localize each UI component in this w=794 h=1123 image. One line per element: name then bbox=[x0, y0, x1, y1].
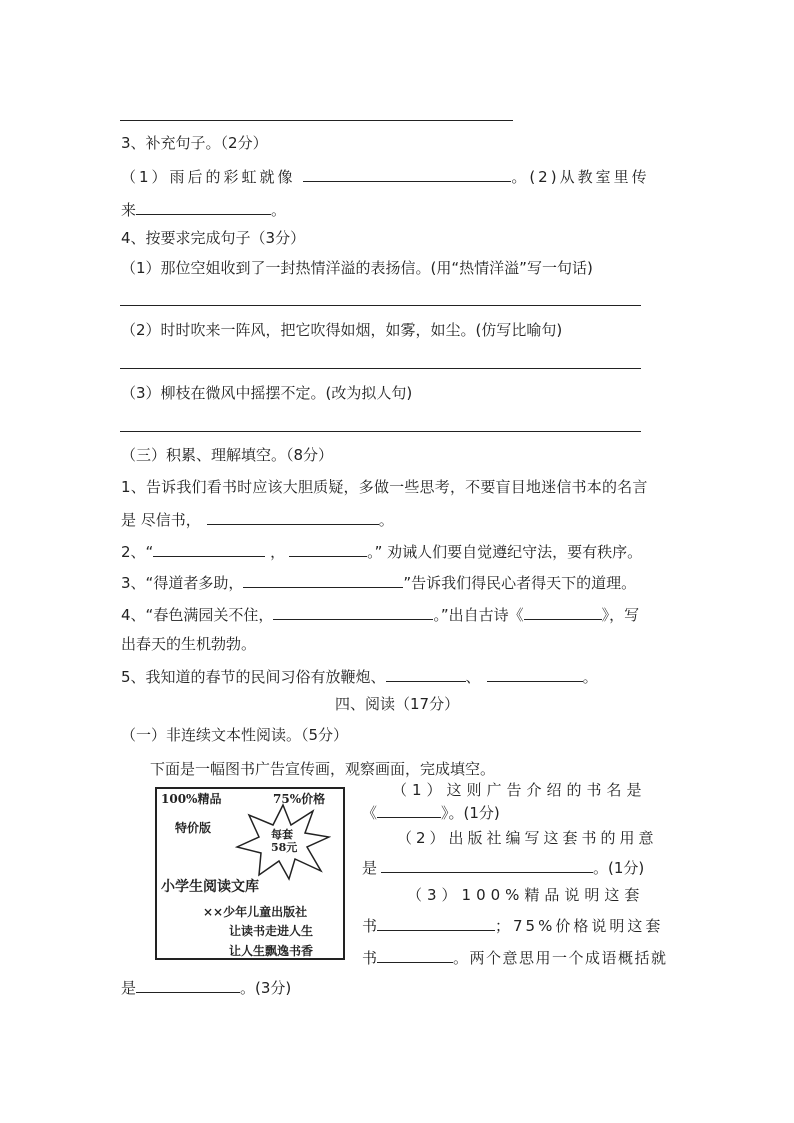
s3-i5-b: 、 bbox=[465, 668, 481, 686]
ad-star-line1: 每套 bbox=[271, 828, 293, 841]
s3-i2-a: 2、“ bbox=[121, 543, 154, 561]
blank-item2-a[interactable] bbox=[153, 540, 265, 557]
ad-star-line2: 58元 bbox=[271, 841, 298, 854]
section4-intro: 下面是一幅图书广告宣传画，观察画面，完成填空。 bbox=[150, 760, 496, 778]
q4-s2: （2）时时吹来一阵风，把它吹得如烟，如雾，如尘。(仿写比喻句) bbox=[121, 321, 563, 339]
s3-i2-c: 。” 劝诫人们要自觉遵纪守法，要有秩序。 bbox=[367, 543, 643, 561]
s3-i4-c: 》，写 bbox=[601, 606, 640, 624]
s3-item1-line2 bbox=[121, 508, 394, 530]
ad-slogan2: 让人生飘逸书香 bbox=[229, 944, 314, 958]
s4-q3-c: ；75%价格说明这套 bbox=[495, 917, 664, 935]
ad-book-name: 小学生阅读文库 bbox=[161, 879, 259, 895]
s4-q2-c: 。(1分) bbox=[593, 859, 645, 877]
section4-sub1: （一）非连续文本性阅读。（5分） bbox=[121, 726, 349, 744]
s4-q2-line1: （2）出版社编写这套书的用意 bbox=[397, 829, 658, 847]
s4-q1-c: 》。(1分) bbox=[441, 804, 500, 822]
s3-i5-c: 。 bbox=[582, 668, 598, 686]
section4-title: 四、阅读（17分） bbox=[335, 695, 460, 713]
answer-line-q4-s2[interactable] bbox=[120, 368, 641, 369]
s3-i1-b: 是 尽信书， bbox=[121, 511, 201, 529]
q3-p1-c: 来 bbox=[121, 201, 137, 219]
q4-title: 4、按要求完成句子（3分） bbox=[121, 229, 306, 247]
answer-line-top bbox=[120, 120, 513, 121]
blank-item4-poem[interactable] bbox=[524, 603, 602, 620]
ad-quality: 100%精品 bbox=[161, 792, 222, 806]
blank-item5-a[interactable] bbox=[386, 665, 466, 682]
blank-quality-meaning[interactable] bbox=[377, 914, 495, 931]
q3-title: 3、补充句子。（2分） bbox=[121, 134, 268, 152]
s4-q2-b: 是 bbox=[362, 859, 378, 877]
blank-purpose[interactable] bbox=[381, 856, 593, 873]
blank-jinxinshu[interactable] bbox=[207, 508, 379, 525]
s3-item5 bbox=[121, 665, 598, 687]
s3-item3 bbox=[121, 571, 636, 593]
blank-classroom[interactable] bbox=[136, 198, 271, 215]
s3-item4-line2: 出春天的生机勃勃。 bbox=[121, 635, 257, 653]
s4-q3-g: 。(3分) bbox=[240, 979, 292, 997]
s3-i3-b: ”告诉我们得民心者得天下的道理。 bbox=[403, 574, 637, 592]
blank-item3[interactable] bbox=[243, 571, 403, 588]
blank-item4-verse[interactable] bbox=[273, 603, 433, 620]
s4-q1-line2 bbox=[362, 801, 500, 823]
s4-q3-line3 bbox=[362, 946, 668, 968]
q3-line1 bbox=[121, 165, 674, 187]
ad-slogan1: 让读书走进人生 bbox=[229, 924, 314, 938]
s3-item2 bbox=[121, 540, 642, 562]
q4-s3: （3）柳枝在微风中摇摆不定。(改为拟人句) bbox=[121, 384, 413, 402]
s4-q3-e: 。两个意思用一个成语概括就 bbox=[453, 949, 668, 967]
q4-s1: （1）那位空姐收到了一封热情洋溢的表扬信。(用“热情洋溢”写一句话) bbox=[121, 259, 593, 277]
s4-q3-line4 bbox=[121, 976, 291, 998]
s3-i2-b: ， bbox=[270, 543, 286, 561]
blank-idiom[interactable] bbox=[136, 976, 240, 993]
s4-q3-b: 书 bbox=[362, 917, 378, 935]
section3-title: （三）积累、理解填空。（8分） bbox=[121, 446, 334, 464]
s3-i3-a: 3、“得道者多助， bbox=[121, 574, 244, 592]
s4-q2-line2 bbox=[362, 856, 644, 878]
book-ad-image bbox=[155, 787, 345, 960]
answer-line-q4-s1[interactable] bbox=[120, 305, 641, 306]
q3-p1-d: 。 bbox=[271, 201, 287, 219]
ad-price: 75%价格 bbox=[273, 792, 326, 806]
s4-q3-line1: （3）100%精品说明这套 bbox=[407, 886, 645, 904]
s4-q3-d: 书 bbox=[362, 949, 378, 967]
blank-item5-b[interactable] bbox=[487, 665, 583, 682]
s4-q3-f: 是 bbox=[121, 979, 137, 997]
blank-price-meaning[interactable] bbox=[377, 946, 453, 963]
s4-q1-b: 《 bbox=[362, 804, 378, 822]
s3-item4-line1 bbox=[121, 603, 639, 625]
blank-rainbow[interactable] bbox=[303, 165, 511, 182]
ad-publisher: ××少年儿童出版社 bbox=[203, 905, 308, 919]
q3-p1-b: 。(2)从教室里传 bbox=[511, 168, 650, 186]
q3-line2 bbox=[121, 198, 286, 220]
s3-i4-b: 。”出自古诗《 bbox=[433, 606, 524, 624]
q3-p1-a: （1）雨后的彩虹就像 bbox=[121, 168, 296, 186]
s3-i4-a: 4、“春色满园关不住， bbox=[121, 606, 274, 624]
blank-book-name[interactable] bbox=[377, 801, 441, 818]
s3-item1-line1: 1、告诉我们看书时应该大胆质疑，多做一些思考，不要盲目地迷信书本的名言 bbox=[121, 478, 648, 496]
blank-item2-b[interactable] bbox=[289, 540, 367, 557]
answer-line-q4-s3[interactable] bbox=[120, 431, 641, 432]
s4-q1-line1: （1）这则广告介绍的书名是 bbox=[392, 781, 647, 799]
s3-i1-c: 。 bbox=[378, 511, 394, 529]
s3-i5-a: 5、我知道的春节的民间习俗有放鞭炮、 bbox=[121, 668, 386, 686]
ad-edition: 特价版 bbox=[175, 821, 212, 835]
s4-q3-line2 bbox=[362, 914, 663, 936]
